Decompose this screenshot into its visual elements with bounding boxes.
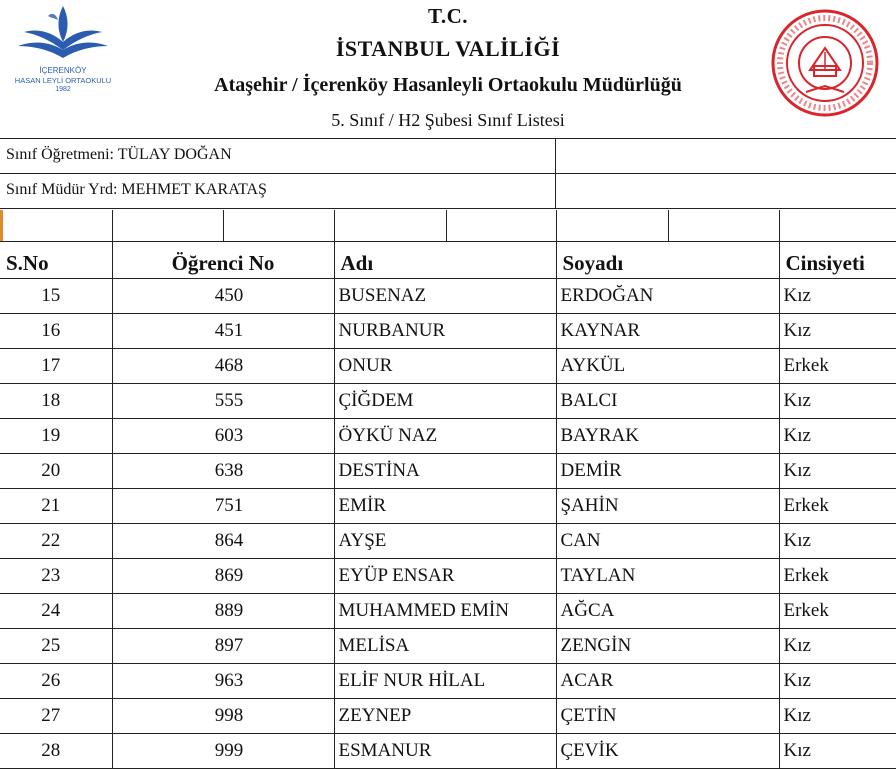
cell-sno: 15 bbox=[0, 279, 112, 314]
cell-name: ESMANUR bbox=[334, 734, 556, 769]
cell-gender: Kız bbox=[779, 454, 896, 489]
cell-sno: 25 bbox=[0, 629, 112, 664]
cell-divider bbox=[779, 210, 780, 241]
cell-sno: 24 bbox=[0, 594, 112, 629]
cell-gender: Erkek bbox=[779, 489, 896, 524]
cell-divider bbox=[555, 174, 556, 208]
teacher-row bbox=[0, 139, 896, 174]
cell-student-no: 897 bbox=[112, 629, 334, 664]
cell-sno: 23 bbox=[0, 559, 112, 594]
cell-surname: TAYLAN bbox=[556, 559, 779, 594]
cell-sno: 18 bbox=[0, 384, 112, 419]
cell-surname: BAYRAK bbox=[556, 419, 779, 454]
table-row bbox=[0, 559, 896, 594]
cell-sno: 21 bbox=[0, 489, 112, 524]
column-header-sno: S.No bbox=[0, 242, 112, 279]
cell-student-no: 555 bbox=[112, 384, 334, 419]
logo-caption-school: HASAN LEYLİ ORTAOKULU bbox=[14, 76, 112, 85]
table-row bbox=[0, 384, 896, 419]
table-row bbox=[0, 314, 896, 349]
cell-name: AYŞE bbox=[334, 524, 556, 559]
table-row bbox=[0, 419, 896, 454]
table-row bbox=[0, 664, 896, 699]
cell-student-no: 638 bbox=[112, 454, 334, 489]
logo-caption-name: İÇERENKÖY bbox=[39, 66, 87, 75]
cell-student-no: 999 bbox=[112, 734, 334, 769]
column-header-student-no: Öğrenci No bbox=[112, 242, 334, 279]
cell-divider bbox=[668, 210, 669, 241]
cell-name: NURBANUR bbox=[334, 314, 556, 349]
cell-name: EMİR bbox=[334, 489, 556, 524]
cell-gender: Kız bbox=[779, 419, 896, 454]
cell-name: ÇİĞDEM bbox=[334, 384, 556, 419]
cell-gender: Kız bbox=[779, 524, 896, 559]
table-row bbox=[0, 699, 896, 734]
cell-student-no: 869 bbox=[112, 559, 334, 594]
cell-gender: Kız bbox=[779, 279, 896, 314]
cell-surname: ÇEVİK bbox=[556, 734, 779, 769]
ministry-seal bbox=[770, 8, 880, 118]
cell-divider bbox=[555, 139, 556, 173]
table-row bbox=[0, 454, 896, 489]
cell-student-no: 998 bbox=[112, 699, 334, 734]
cell-gender: Erkek bbox=[779, 559, 896, 594]
cell-name: ZEYNEP bbox=[334, 699, 556, 734]
vice-principal-row bbox=[0, 174, 896, 209]
cell-gender: Kız bbox=[779, 734, 896, 769]
cell-sno: 26 bbox=[0, 664, 112, 699]
cell-name: MUHAMMED EMİN bbox=[334, 594, 556, 629]
cell-divider bbox=[112, 210, 113, 241]
cell-gender: Kız bbox=[779, 664, 896, 699]
cell-name: ONUR bbox=[334, 349, 556, 384]
cell-student-no: 603 bbox=[112, 419, 334, 454]
cell-surname: ÇETİN bbox=[556, 699, 779, 734]
cell-name: MELİSA bbox=[334, 629, 556, 664]
cell-surname: ERDOĞAN bbox=[556, 279, 779, 314]
column-header-name: Adı bbox=[334, 242, 556, 279]
cell-gender: Erkek bbox=[779, 594, 896, 629]
cell-gender: Kız bbox=[779, 384, 896, 419]
cell-sno: 28 bbox=[0, 734, 112, 769]
cell-surname: AĞCA bbox=[556, 594, 779, 629]
cell-surname: KAYNAR bbox=[556, 314, 779, 349]
table-row bbox=[0, 734, 896, 769]
vice-principal: Sınıf Müdür Yrd: MEHMET KARATAŞ bbox=[6, 181, 267, 198]
cell-student-no: 451 bbox=[112, 314, 334, 349]
cell-divider bbox=[446, 210, 447, 241]
cell-name: EYÜP ENSAR bbox=[334, 559, 556, 594]
document-header bbox=[0, 0, 896, 138]
logo-caption-year: 1982 bbox=[55, 86, 71, 93]
cell-name: DESTİNA bbox=[334, 454, 556, 489]
class-info bbox=[0, 138, 896, 198]
class-teacher: Sınıf Öğretmeni: TÜLAY DOĞAN bbox=[6, 146, 232, 163]
cell-name: ELİF NUR HİLAL bbox=[334, 664, 556, 699]
cell-surname: AYKÜL bbox=[556, 349, 779, 384]
cell-surname: ACAR bbox=[556, 664, 779, 699]
table-header-row bbox=[0, 242, 896, 279]
cell-gender: Erkek bbox=[779, 349, 896, 384]
cell-student-no: 751 bbox=[112, 489, 334, 524]
cell-sno: 16 bbox=[0, 314, 112, 349]
page-title: 5. Sınıf / H2 Şubesi Sınıf Listesi bbox=[331, 110, 565, 130]
cell-student-no: 468 bbox=[112, 349, 334, 384]
blank-row bbox=[0, 210, 896, 242]
cell-gender: Kız bbox=[779, 699, 896, 734]
cell-surname: BALCI bbox=[556, 384, 779, 419]
cell-sno: 20 bbox=[0, 454, 112, 489]
table-row bbox=[0, 524, 896, 559]
cell-surname: ZENGİN bbox=[556, 629, 779, 664]
student-list-table bbox=[0, 242, 896, 769]
cell-marker bbox=[0, 210, 3, 241]
header-governorship: İSTANBUL VALİLİĞİ bbox=[335, 36, 561, 61]
cell-gender: Kız bbox=[779, 314, 896, 349]
cell-sno: 27 bbox=[0, 699, 112, 734]
table-row bbox=[0, 629, 896, 664]
ministry-seal-icon bbox=[770, 8, 880, 118]
table-row bbox=[0, 349, 896, 384]
table-row bbox=[0, 594, 896, 629]
cell-surname: DEMİR bbox=[556, 454, 779, 489]
cell-surname: CAN bbox=[556, 524, 779, 559]
cell-student-no: 963 bbox=[112, 664, 334, 699]
cell-sno: 19 bbox=[0, 419, 112, 454]
cell-divider bbox=[334, 210, 335, 241]
cell-name: ÖYKÜ NAZ bbox=[334, 419, 556, 454]
cell-divider bbox=[223, 210, 224, 241]
cell-sno: 17 bbox=[0, 349, 112, 384]
column-header-gender: Cinsiyeti bbox=[779, 242, 896, 279]
table-row bbox=[0, 489, 896, 524]
cell-sno: 22 bbox=[0, 524, 112, 559]
header-school-directorate: Ataşehir / İçerenköy Hasanleyli Ortaokulu Müdürlüğü bbox=[214, 74, 682, 96]
table-row bbox=[0, 279, 896, 314]
header-tc: T.C. bbox=[427, 4, 469, 28]
cell-name: BUSENAZ bbox=[334, 279, 556, 314]
cell-student-no: 889 bbox=[112, 594, 334, 629]
cell-student-no: 450 bbox=[112, 279, 334, 314]
cell-student-no: 864 bbox=[112, 524, 334, 559]
cell-divider bbox=[556, 210, 557, 241]
column-header-surname: Soyadı bbox=[556, 242, 779, 279]
cell-gender: Kız bbox=[779, 629, 896, 664]
cell-surname: ŞAHİN bbox=[556, 489, 779, 524]
